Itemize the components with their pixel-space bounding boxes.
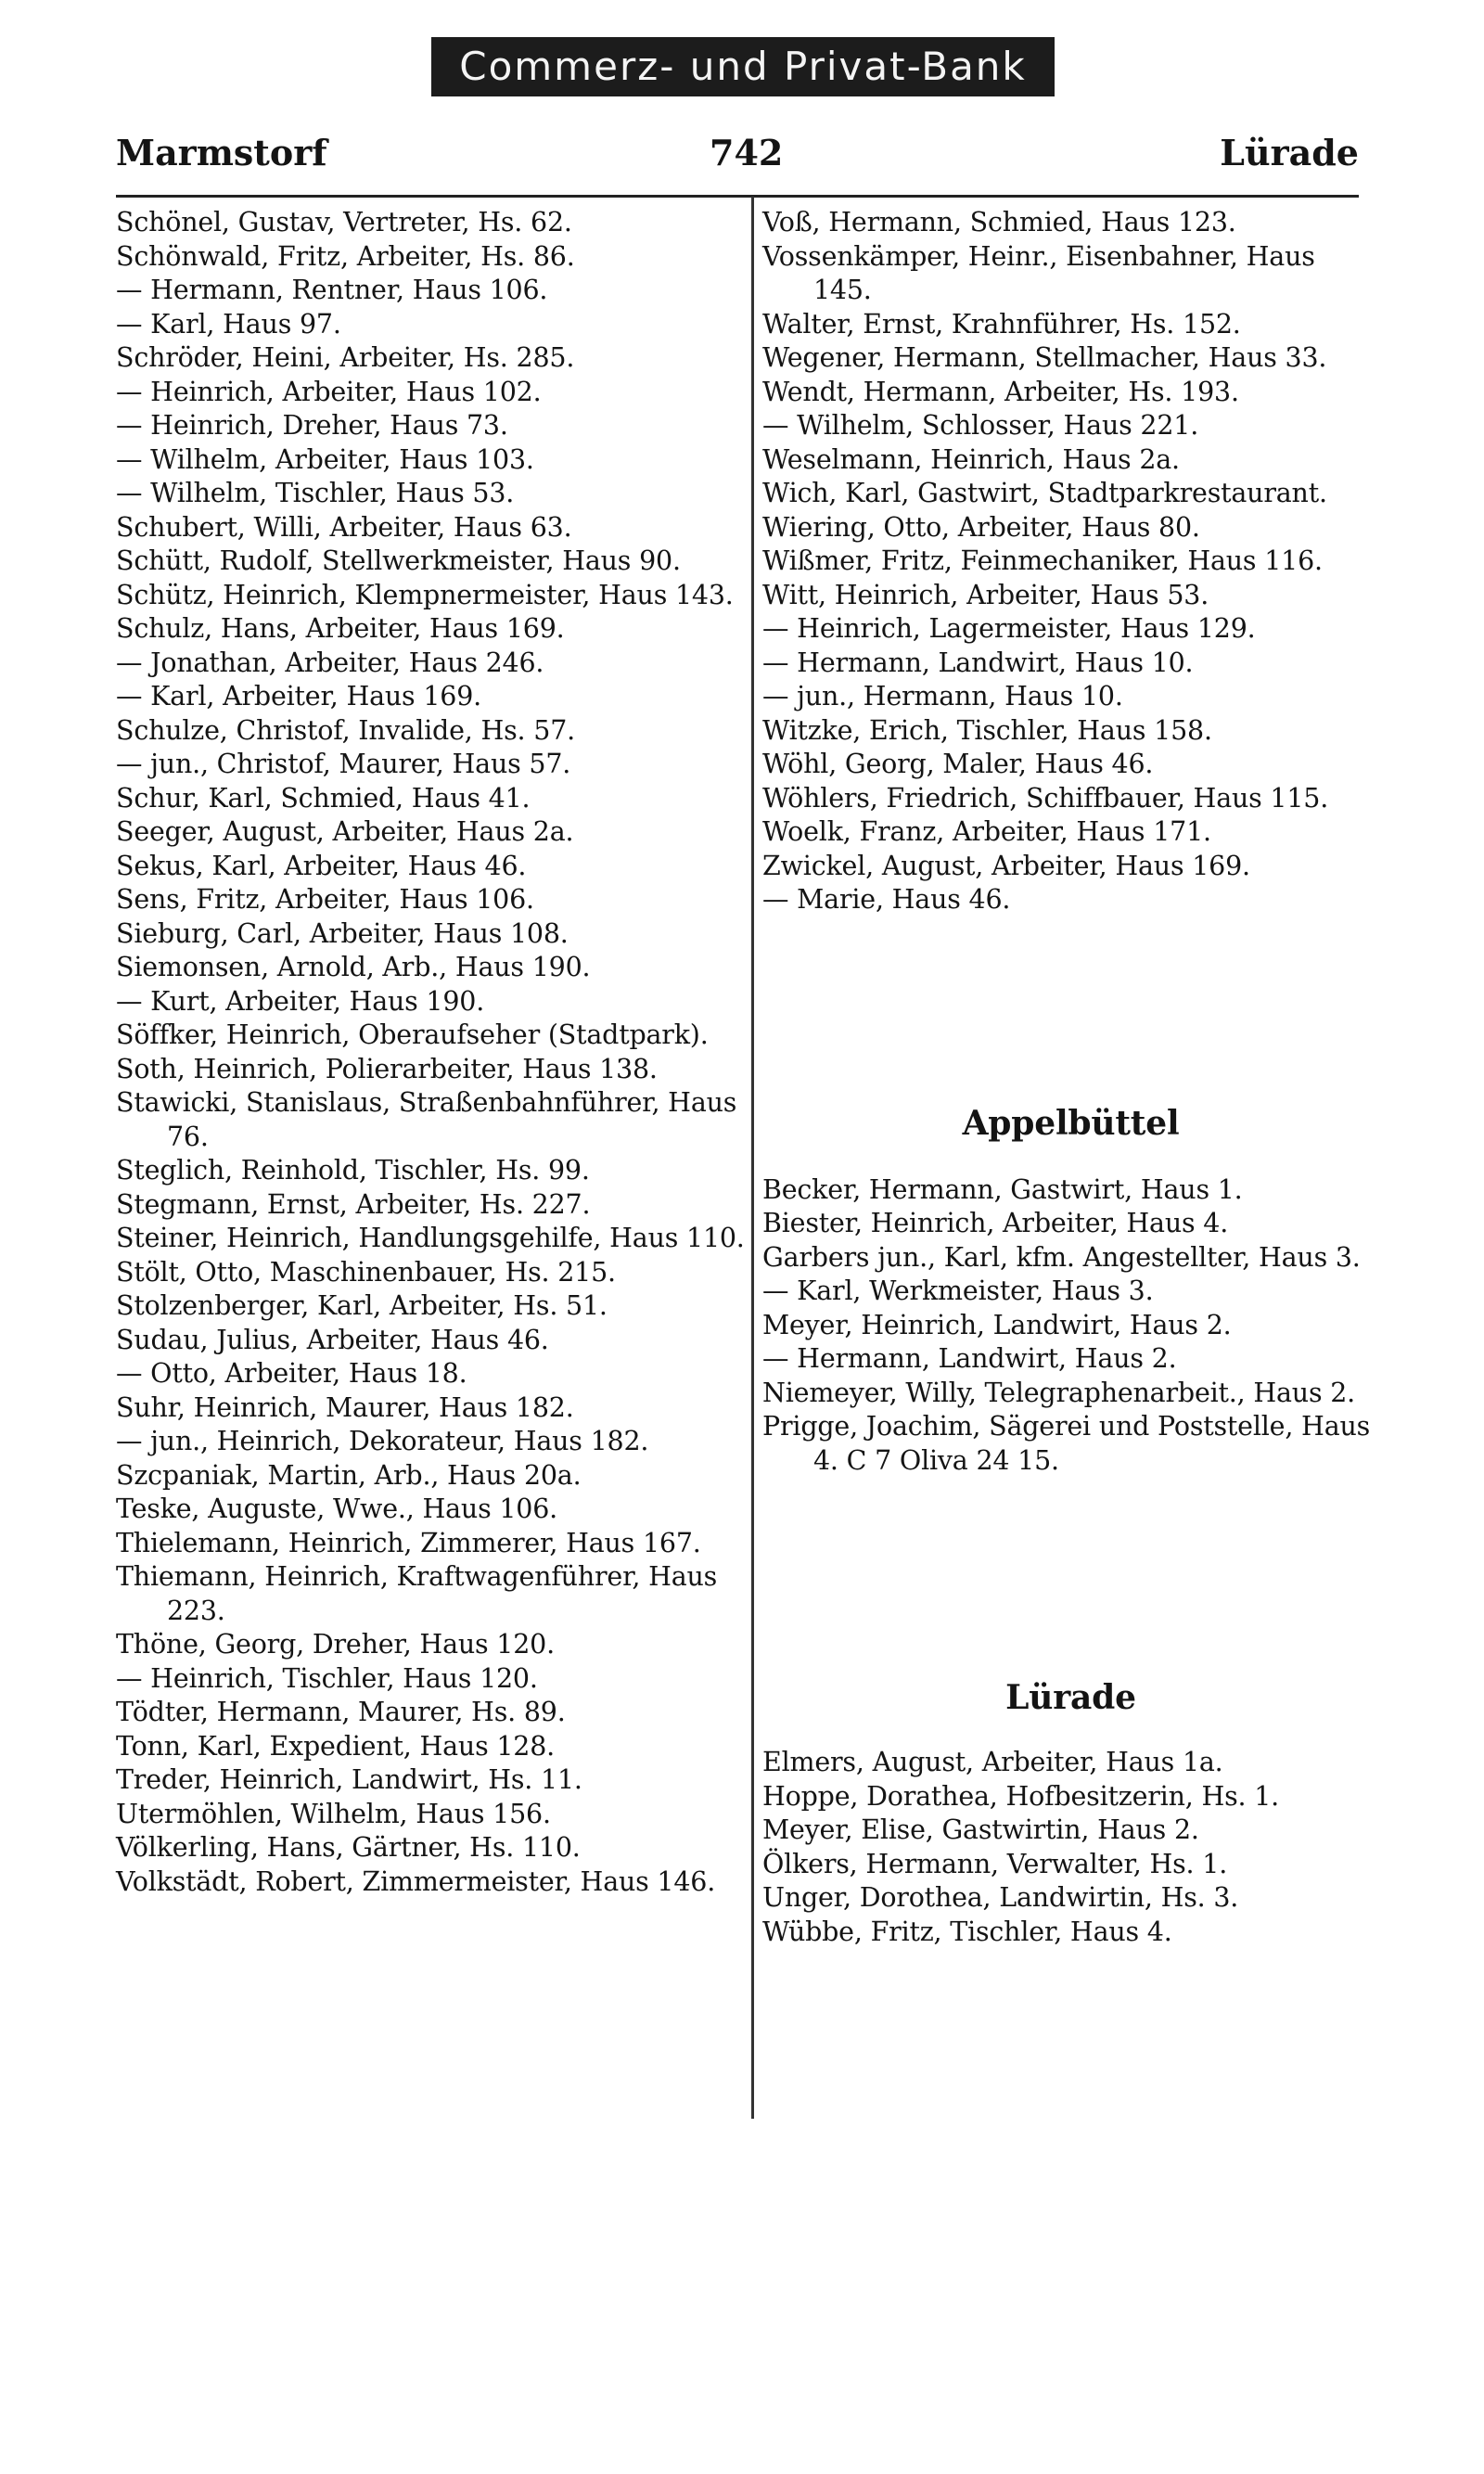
directory-entry: Stolzenberger, Karl, Arbeiter, Hs. 51.: [116, 1290, 608, 1321]
directory-entry: Wübbe, Fritz, Tischler, Haus 4.: [762, 1916, 1172, 1947]
directory-entry: Schönwald, Fritz, Arbeiter, Hs. 86.: [116, 240, 575, 272]
directory-entry: — Wilhelm, Arbeiter, Haus 103.: [116, 443, 534, 475]
directory-entry: Meyer, Heinrich, Landwirt, Haus 2.: [762, 1309, 1232, 1340]
directory-entry: Sekus, Karl, Arbeiter, Haus 46.: [116, 850, 527, 881]
directory-entry: Siemonsen, Arnold, Arb., Haus 190.: [116, 952, 591, 982]
directory-entry: Schönel, Gustav, Vertreter, Hs. 62.: [116, 207, 572, 237]
running-head-left: Marmstorf: [116, 132, 327, 173]
directory-entry: Voß, Hermann, Schmied, Haus 123.: [762, 207, 1236, 237]
directory-entry: — Heinrich, Tischler, Haus 120.: [116, 1662, 538, 1694]
directory-entry: Seeger, August, Arbeiter, Haus 2a.: [116, 816, 574, 847]
directory-entry: — jun., Heinrich, Dekorateur, Haus 182.: [116, 1426, 649, 1456]
directory-entry: Biester, Heinrich, Arbeiter, Haus 4.: [762, 1208, 1229, 1238]
directory-entry: Becker, Hermann, Gastwirt, Haus 1.: [762, 1173, 1243, 1205]
directory-entry: Schubert, Willi, Arbeiter, Haus 63.: [116, 511, 572, 543]
directory-entry: Utermöhlen, Wilhelm, Haus 156.: [116, 1798, 551, 1829]
directory-entry: Schulze, Christof, Invalide, Hs. 57.: [116, 714, 575, 746]
header-rule: [116, 195, 1359, 198]
directory-entry: Schröder, Heini, Arbeiter, Hs. 285.: [116, 342, 575, 373]
section-title-luerade: Lürade: [1005, 1678, 1136, 1717]
directory-entry: Thielemann, Heinrich, Zimmerer, Haus 167.: [116, 1527, 701, 1558]
directory-entry: Wich, Karl, Gastwirt, Stadtparkrestaurant.: [762, 478, 1327, 508]
directory-entry: Söffker, Heinrich, Oberaufseher (Stadtpark).: [116, 1019, 709, 1050]
directory-entry: Ölkers, Hermann, Verwalter, Hs. 1.: [762, 1848, 1228, 1879]
directory-entry: Stegmann, Ernst, Arbeiter, Hs. 227.: [116, 1188, 591, 1220]
directory-entry: Wißmer, Fritz, Feinmechaniker, Haus 116.: [762, 545, 1323, 576]
directory-entry: — Wilhelm, Schlosser, Haus 221.: [762, 410, 1199, 441]
directory-entry: — Heinrich, Arbeiter, Haus 102.: [116, 376, 542, 407]
directory-entry: Zwickel, August, Arbeiter, Haus 169.: [762, 850, 1250, 881]
directory-entry: — Hermann, Landwirt, Haus 2.: [762, 1343, 1177, 1374]
directory-entry: — Karl, Arbeiter, Haus 169.: [116, 681, 482, 711]
directory-entry: Stawicki, Stanislaus, Straßenbahnführer, Haus 76.: [116, 1087, 737, 1152]
directory-entry: — Jonathan, Arbeiter, Haus 246.: [116, 647, 544, 678]
directory-entry: — Otto, Arbeiter, Haus 18.: [116, 1358, 467, 1389]
directory-entry: — Marie, Haus 46.: [762, 884, 1011, 915]
directory-entry: Wöhl, Georg, Maler, Haus 46.: [762, 749, 1154, 779]
directory-entry: Stölt, Otto, Maschinenbauer, Hs. 215.: [116, 1256, 616, 1288]
directory-entry: Hoppe, Dorathea, Hofbesitzerin, Hs. 1.: [762, 1780, 1280, 1812]
directory-entry: — Heinrich, Dreher, Haus 73.: [116, 410, 508, 441]
directory-entry: Schur, Karl, Schmied, Haus 41.: [116, 782, 531, 814]
directory-entry: Tödter, Hermann, Maurer, Hs. 89.: [116, 1697, 566, 1727]
directory-entry: Schütt, Rudolf, Stellwerkmeister, Haus 90.: [116, 545, 681, 576]
directory-entry: Sudau, Julius, Arbeiter, Haus 46.: [116, 1324, 549, 1355]
directory-entry: Wendt, Hermann, Arbeiter, Hs. 193.: [762, 376, 1239, 407]
directory-entry: Schulz, Hans, Arbeiter, Haus 169.: [116, 613, 565, 644]
directory-entry: — Wilhelm, Tischler, Haus 53.: [116, 478, 515, 508]
directory-entry: — Hermann, Rentner, Haus 106.: [116, 275, 548, 305]
directory-entry: — Karl, Haus 97.: [116, 308, 341, 340]
directory-entry: Niemeyer, Willy, Telegraphenarbeit., Haus 2.: [762, 1377, 1356, 1408]
directory-entry: Vossenkämper, Heinr., Eisenbahner, Haus 145.: [762, 240, 1315, 305]
directory-entry: Treder, Heinrich, Landwirt, Hs. 11.: [116, 1764, 582, 1795]
directory-entry: Elmers, August, Arbeiter, Haus 1a.: [762, 1747, 1223, 1777]
directory-entry: — Hermann, Landwirt, Haus 10.: [762, 647, 1194, 678]
running-head-right: Lürade: [1220, 132, 1359, 173]
directory-entry: Weselmann, Heinrich, Haus 2a.: [762, 443, 1180, 475]
directory-entry: Woelk, Franz, Arbeiter, Haus 171.: [762, 816, 1211, 847]
directory-entry: Wegener, Hermann, Stellmacher, Haus 33.: [762, 342, 1327, 373]
directory-entry: Szcpaniak, Martin, Arb., Haus 20a.: [116, 1459, 582, 1491]
directory-entry: Sieburg, Carl, Arbeiter, Haus 108.: [116, 917, 569, 949]
directory-entry: Steglich, Reinhold, Tischler, Hs. 99.: [116, 1155, 590, 1186]
directory-entry: Prigge, Joachim, Sägerei und Poststelle, Haus 4. C 7 Oliva 24 15.: [762, 1411, 1371, 1476]
directory-entry: Meyer, Elise, Gastwirtin, Haus 2.: [762, 1814, 1199, 1845]
directory-entry: — jun., Hermann, Haus 10.: [762, 681, 1123, 711]
directory-entry: Völkerling, Hans, Gärtner, Hs. 110.: [116, 1832, 581, 1863]
directory-entry: Walter, Ernst, Krahnführer, Hs. 152.: [762, 308, 1241, 340]
directory-entry: Garbers jun., Karl, kfm. Angestellter, Haus 3.: [762, 1241, 1361, 1273]
directory-entry: Witt, Heinrich, Arbeiter, Haus 53.: [762, 579, 1209, 610]
section-title-appelbuettel: Appelbüttel: [962, 1103, 1180, 1143]
directory-entry: Teske, Auguste, Wwe., Haus 106.: [116, 1493, 558, 1524]
directory-entry: Thöne, Georg, Dreher, Haus 120.: [116, 1629, 555, 1660]
directory-entry: — Kurt, Arbeiter, Haus 190.: [116, 985, 485, 1017]
bank-banner: Commerz- und Privat-Bank: [431, 37, 1055, 96]
directory-entry: Volkstädt, Robert, Zimmermeister, Haus 146.: [116, 1865, 716, 1897]
directory-entry: Unger, Dorothea, Landwirtin, Hs. 3.: [762, 1882, 1239, 1913]
directory-entry: Schütz, Heinrich, Klempnermeister, Haus 143.: [116, 579, 734, 610]
right-column: [762, 206, 1379, 1949]
directory-entry: Wiering, Otto, Arbeiter, Haus 80.: [762, 511, 1200, 543]
directory-entry: Tonn, Karl, Expedient, Haus 128.: [116, 1730, 556, 1762]
directory-entry: — Karl, Werkmeister, Haus 3.: [762, 1275, 1154, 1306]
directory-entry: — jun., Christof, Maurer, Haus 57.: [116, 749, 571, 779]
directory-entry: Witzke, Erich, Tischler, Haus 158.: [762, 714, 1212, 746]
directory-entry: Thiemann, Heinrich, Kraftwagenführer, Haus 223.: [116, 1561, 718, 1626]
directory-entry: Steiner, Heinrich, Handlungsgehilfe, Haus 110.: [116, 1223, 745, 1253]
directory-entry: Suhr, Heinrich, Maurer, Haus 182.: [116, 1391, 574, 1423]
directory-entry: Wöhlers, Friedrich, Schiffbauer, Haus 115.: [762, 782, 1329, 814]
page-number: 742: [710, 132, 784, 173]
directory-entry: Soth, Heinrich, Polierarbeiter, Haus 138.: [116, 1053, 658, 1084]
directory-entry: Sens, Fritz, Arbeiter, Haus 106.: [116, 884, 534, 915]
directory-entry: — Heinrich, Lagermeister, Haus 129.: [762, 613, 1256, 644]
left-column: [116, 206, 747, 1899]
column-divider: [751, 197, 754, 2119]
